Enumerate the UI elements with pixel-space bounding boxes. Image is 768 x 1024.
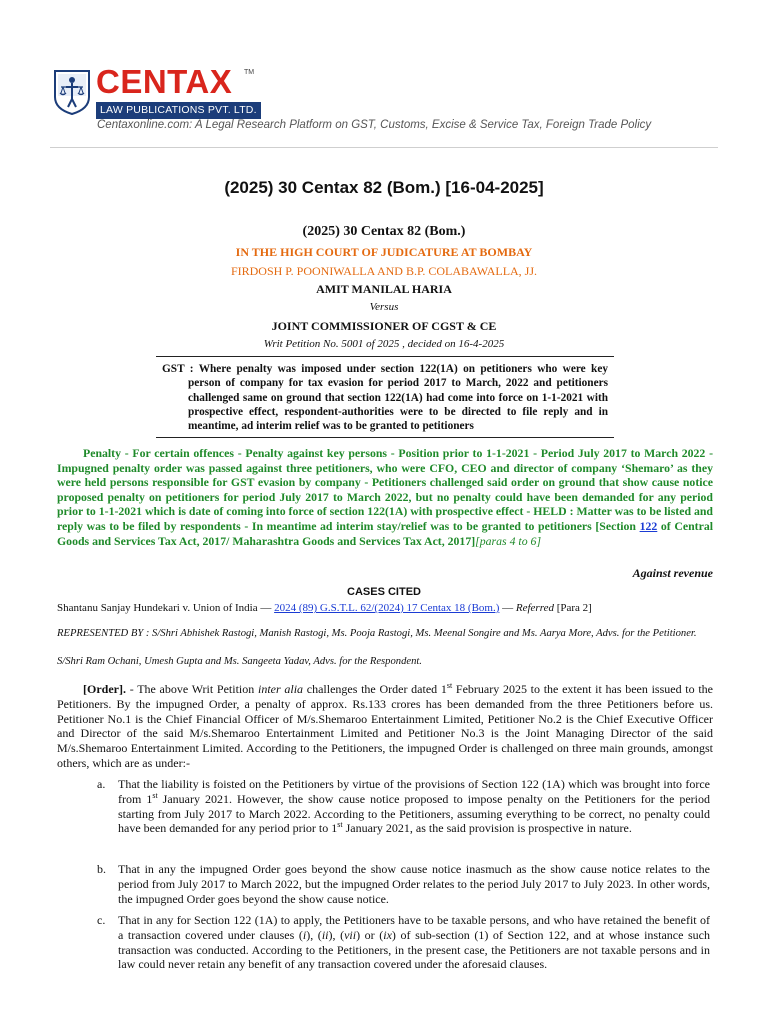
list-item-label: a.: [97, 777, 106, 791]
list-item: [97, 913, 710, 972]
headnote-text: Penalty - For certain offences - Penalty against key persons - Position prior to 1-1-2021 - Period July 2017 to March 2022 - Impugned penalty order was passed against three petitioners, who were CFO, CEO and director of company ‘Shemaro’ as they were held persons responsible for GST evasion by company - Petitioners challenged said order on ground that show cause notice proposed penalty on petitioners for period July 2017 to March 2022, but no penalty could have been demanded for any period prior to 1-1-2021 which is date of coming into force of section 122(1A) with prospective effect - HELD : Matter was to be listed and reply was to be filed by respondents - In meantime ad interim stay/relief was to be granted to petitioners [Section: [57, 446, 713, 533]
order-superscript: st: [446, 681, 453, 690]
list-item-label: c.: [97, 913, 106, 927]
site-tagline: Centaxonline.com: A Legal Research Platform on GST, Customs, Excise & Service Tax, Foreign Trade Policy: [97, 119, 652, 131]
order-text: challenges the Order dated 1: [303, 682, 447, 696]
clause-ref: vii: [344, 927, 357, 942]
list-item-text-part: That in any for Section 122 (1A) to apply, the Petitioners have to be taxable persons, and who have retained the benefit of a transaction covered under clauses (: [118, 913, 710, 942]
case-summary: GST : Where penalty was imposed under section 122(1A) on petitioners who were key person of company for tax evasion for period 2017 to March, 2022 and petitioners challenged same on ground that section 122(1A) had come into force on 1-1-2021 with prospective effect, respondent-authorities were to be directed to file reply and in meantime, ad interim relief was to be granted to petitioners: [162, 363, 608, 433]
court-name: IN THE HIGH COURT OF JUDICATURE AT BOMBAY: [235, 245, 533, 259]
petitioner-counsel: REPRESENTED BY : S/Shri Abhishek Rastogi, Manish Rastogi, Ms. Pooja Rastogi, Ms. Meenal Songire and Ms. Aarya More, Advs. for the Petitioner.: [57, 628, 697, 639]
list-item-superscript: st: [337, 820, 343, 830]
case-summary-box: [156, 356, 614, 438]
list-item: [97, 862, 710, 906]
list-item-text: [118, 777, 710, 836]
cases-cited-heading: CASES CITED: [347, 586, 421, 598]
respondent-counsel: S/Shri Ram Ochani, Umesh Gupta and Ms. Sangeeta Yadav, Advs. for the Respondent.: [57, 656, 422, 667]
section-122-link[interactable]: 122: [639, 518, 658, 533]
trademark-mark: TM: [244, 69, 255, 76]
case-citation: (2025) 30 Centax 82 (Bom.): [302, 224, 466, 239]
order-text: February 2025 to the extent it has been issued to the Petitioners. By the impugned Order, a penalty of approx. Rs.133 crores has been demanded from the three Petitioners before us. Petitioner No.1 is the Chief Financial Officer of M/s.Shemaroo Entertainment Limited, Petitioner No.2 is the Chief Executive Officer and Director of the said M/s.Shemaroo Entertainment Limited and Petitioner No.3 is the Joint Managing Director of the said M/s.Shemaroo Entertainment Limited. According to the Petitioners, the impugned Order is challenged on three main grounds, amongst others, which are as under:-: [57, 682, 713, 770]
list-item-text: [118, 913, 710, 972]
list-item-text-part: That the liability is foisted on the Petitioners by virtue of the provisions of Section 122 (1A) which was brought into force from 1: [118, 777, 710, 806]
list-item-superscript: st: [152, 790, 158, 800]
list-item-text-part: January 2021, as the said provision is prospective in nature.: [342, 821, 632, 836]
brand-name: CENTAX: [96, 63, 233, 100]
order-label: [Order].: [83, 682, 126, 696]
versus-label: Versus: [369, 301, 399, 313]
cited-case-dash: —: [499, 602, 516, 614]
petitioner-name: AMIT MANILAL HARIA: [316, 282, 452, 296]
order-text: - The above Writ Petition: [125, 682, 258, 696]
list-item: [97, 777, 710, 836]
list-item-label: b.: [97, 862, 106, 876]
respondent-name: JOINT COMMISSIONER OF CGST & CE: [271, 319, 497, 333]
writ-petition-info: Writ Petition No. 5001 of 2025 , decided on 16-4-2025: [263, 338, 505, 350]
clause-ref: i: [302, 927, 307, 942]
list-item-text-part: ), (: [306, 927, 322, 942]
page-title: (2025) 30 Centax 82 (Bom.) [16-04-2025]: [224, 178, 544, 197]
headnote-paras: [paras 4 to 6]: [475, 533, 542, 548]
header-divider: [50, 147, 718, 148]
clause-ref: ix: [383, 927, 392, 942]
cited-case-referred: Referred: [515, 602, 554, 614]
cited-case: [57, 602, 592, 614]
justice-seal-icon: [52, 69, 92, 115]
publisher-name: LAW PUBLICATIONS PVT. LTD.: [96, 102, 261, 119]
cited-case-link[interactable]: 2024 (89) G.S.T.L. 62/(2024) 17 Centax 18 (Bom.): [274, 602, 500, 614]
list-item-text-part: ) or (: [356, 927, 384, 942]
clause-ref: ii: [321, 927, 329, 942]
list-item-text: That in any the impugned Order goes beyond the show cause notice inasmuch as the show cause notice relates to the period from July 2017 to March 2022, but the impugned Order relates to the period July 2017 to July 2023. In other words, the impugned Order goes beyond the show cause notice.: [118, 862, 710, 906]
order-inter-alia: inter alia: [257, 682, 304, 696]
against-label: Against revenue: [632, 566, 713, 580]
headnote-text-after: of Central Goods and Services Tax Act, 2017/ Maharashtra Goods and Services Tax Act, 2017]: [57, 518, 713, 548]
list-item-text-part: ), (: [328, 927, 345, 942]
centax-logo: [52, 63, 672, 136]
headnote: [57, 446, 713, 548]
judges-names: FIRDOSH P. POONIWALLA AND B.P. COLABAWALLA, JJ.: [230, 264, 538, 278]
list-item-text-part: January 2021. However, the show cause notice proposed to impose penalty on the Petitioners for the period starting from July 2017 to March 2022. According to the Petitioners, assuming everything to be correct, no penalty could have been demanded for any period prior to 1: [118, 791, 711, 836]
cited-case-para: [Para 2]: [553, 602, 592, 614]
order-paragraph: [57, 682, 713, 771]
cited-case-name: Shantanu Sanjay Hundekari v. Union of India —: [57, 602, 275, 614]
list-item-text-part: ) of sub-section (1) of Section 122, and at whose instance such transaction was conducted. According to the Petitioners, in the present case, the Petitioners are not taxable persons and in law could never retain any benefit of any transaction covered under the aforesaid clauses.: [118, 927, 711, 972]
